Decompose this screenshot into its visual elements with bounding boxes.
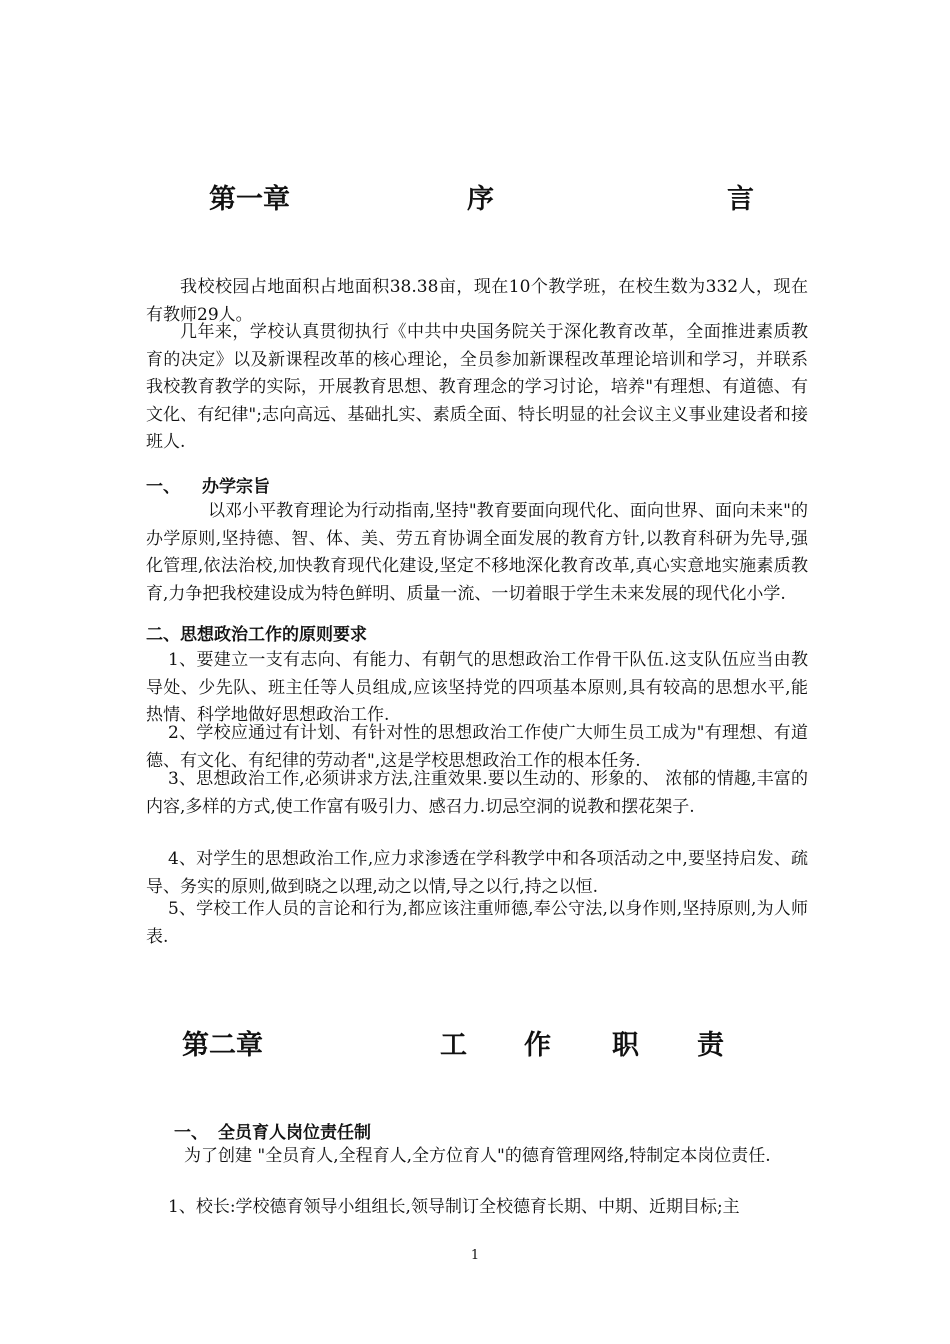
section-2-item: 3、思想政治工作,必须讲求方法,注重效果.要以生动的、形象的、 浓郁的情趣,丰富的内容,多样的方式,使工作富有吸引力、感召力.切忌空洞的说教和摆花架子.	[146, 769, 808, 817]
section-2-item: 4、对学生的思想政治工作,应力求渗透在学科教学中和各项活动之中,要坚持启发、疏导、务实的原则,做到晓之以理,动之以情,导之以行,持之以恒.	[146, 849, 808, 897]
preface-paragraph-1: 我校校园占地面积占地面积38.38亩，现在10个教学班，在校生数为332人，现在有教师29人。	[146, 277, 808, 325]
page-number: 1	[470, 1248, 480, 1263]
section-3-intro: 为了创建 "全员育人,全程育人,全方位育人"的德育管理网络,特制定本岗位责任.	[184, 1146, 771, 1166]
section-3-item: 1、校长:学校德育领导小组组长,领导制订全校德育长期、中期、近期目标;主	[168, 1197, 740, 1217]
section-3-number: 一、	[174, 1123, 208, 1143]
chapter-1-title-char: 序	[467, 184, 494, 215]
section-1-heading	[146, 475, 270, 499]
chapter-2-title-char: 作	[524, 1030, 551, 1061]
section-1-number: 一、	[146, 477, 180, 497]
chapter-1-heading	[0, 178, 950, 222]
chapter-2-label: 第二章	[182, 1030, 263, 1061]
section-2-item: 1、要建立一支有志向、有能力、有朝气的思想政治工作骨干队伍.这支队伍应当由教导处、少先队、班主任等人员组成,应该坚持党的四项基本原则,具有较高的思想水平,能热情、科学地做好思想政治工作.	[146, 650, 808, 725]
chapter-2-title-char: 责	[697, 1030, 724, 1061]
section-1-title: 办学宗旨	[202, 477, 270, 497]
section-2-item: 5、学校工作人员的言论和行为,都应该注重师德,奉公守法,以身作则,坚持原则,为人师表.	[146, 899, 808, 947]
chapter-2-heading	[0, 1024, 950, 1068]
section-2-item: 2、学校应通过有计划、有针对性的思想政治工作使广大师生员工成为"有理想、有道德、有文化、有纪律的劳动者",这是学校思想政治工作的根本任务.	[146, 723, 808, 771]
section-3-title: 全员育人岗位责任制	[218, 1123, 371, 1143]
preface-paragraph-2: 几年来，学校认真贯彻执行《中共中央国务院关于深化教育改革，全面推进素质教育的决定》以及新课程改革的核心理论，全员参加新课程改革理论培训和学习，并联系我校教育教学的实际，开展教育思想、教育理念的学习讨论，培养"有理想、有道德、有文化、有纪律";志向高远、基础扎实、素质全面、特长明显的社会议主义事业建设者和接班人.	[146, 322, 808, 452]
section-1-body: 以邓小平教育理论为行动指南,坚持"教育要面向现代化、面向世界、面向未来"的办学原则,坚持德、智、体、美、劳五育协调全面发展的教育方针,以教育科研为先导,强化管理,依法治校,加快教育现代化建设,坚定不移地深化教育改革,真心实意地实施素质教育,力争把我校建设成为特色鲜明、质量一流、一切着眼于学生未来发展的现代化小学.	[146, 501, 808, 604]
section-2-heading: 二、思想政治工作的原则要求	[146, 625, 367, 645]
chapter-2-title-char: 职	[612, 1030, 639, 1061]
section-3-heading	[174, 1121, 371, 1145]
chapter-2-title-char: 工	[440, 1030, 467, 1061]
chapter-1-title-char: 言	[727, 184, 754, 215]
chapter-1-label: 第一章	[209, 184, 290, 215]
